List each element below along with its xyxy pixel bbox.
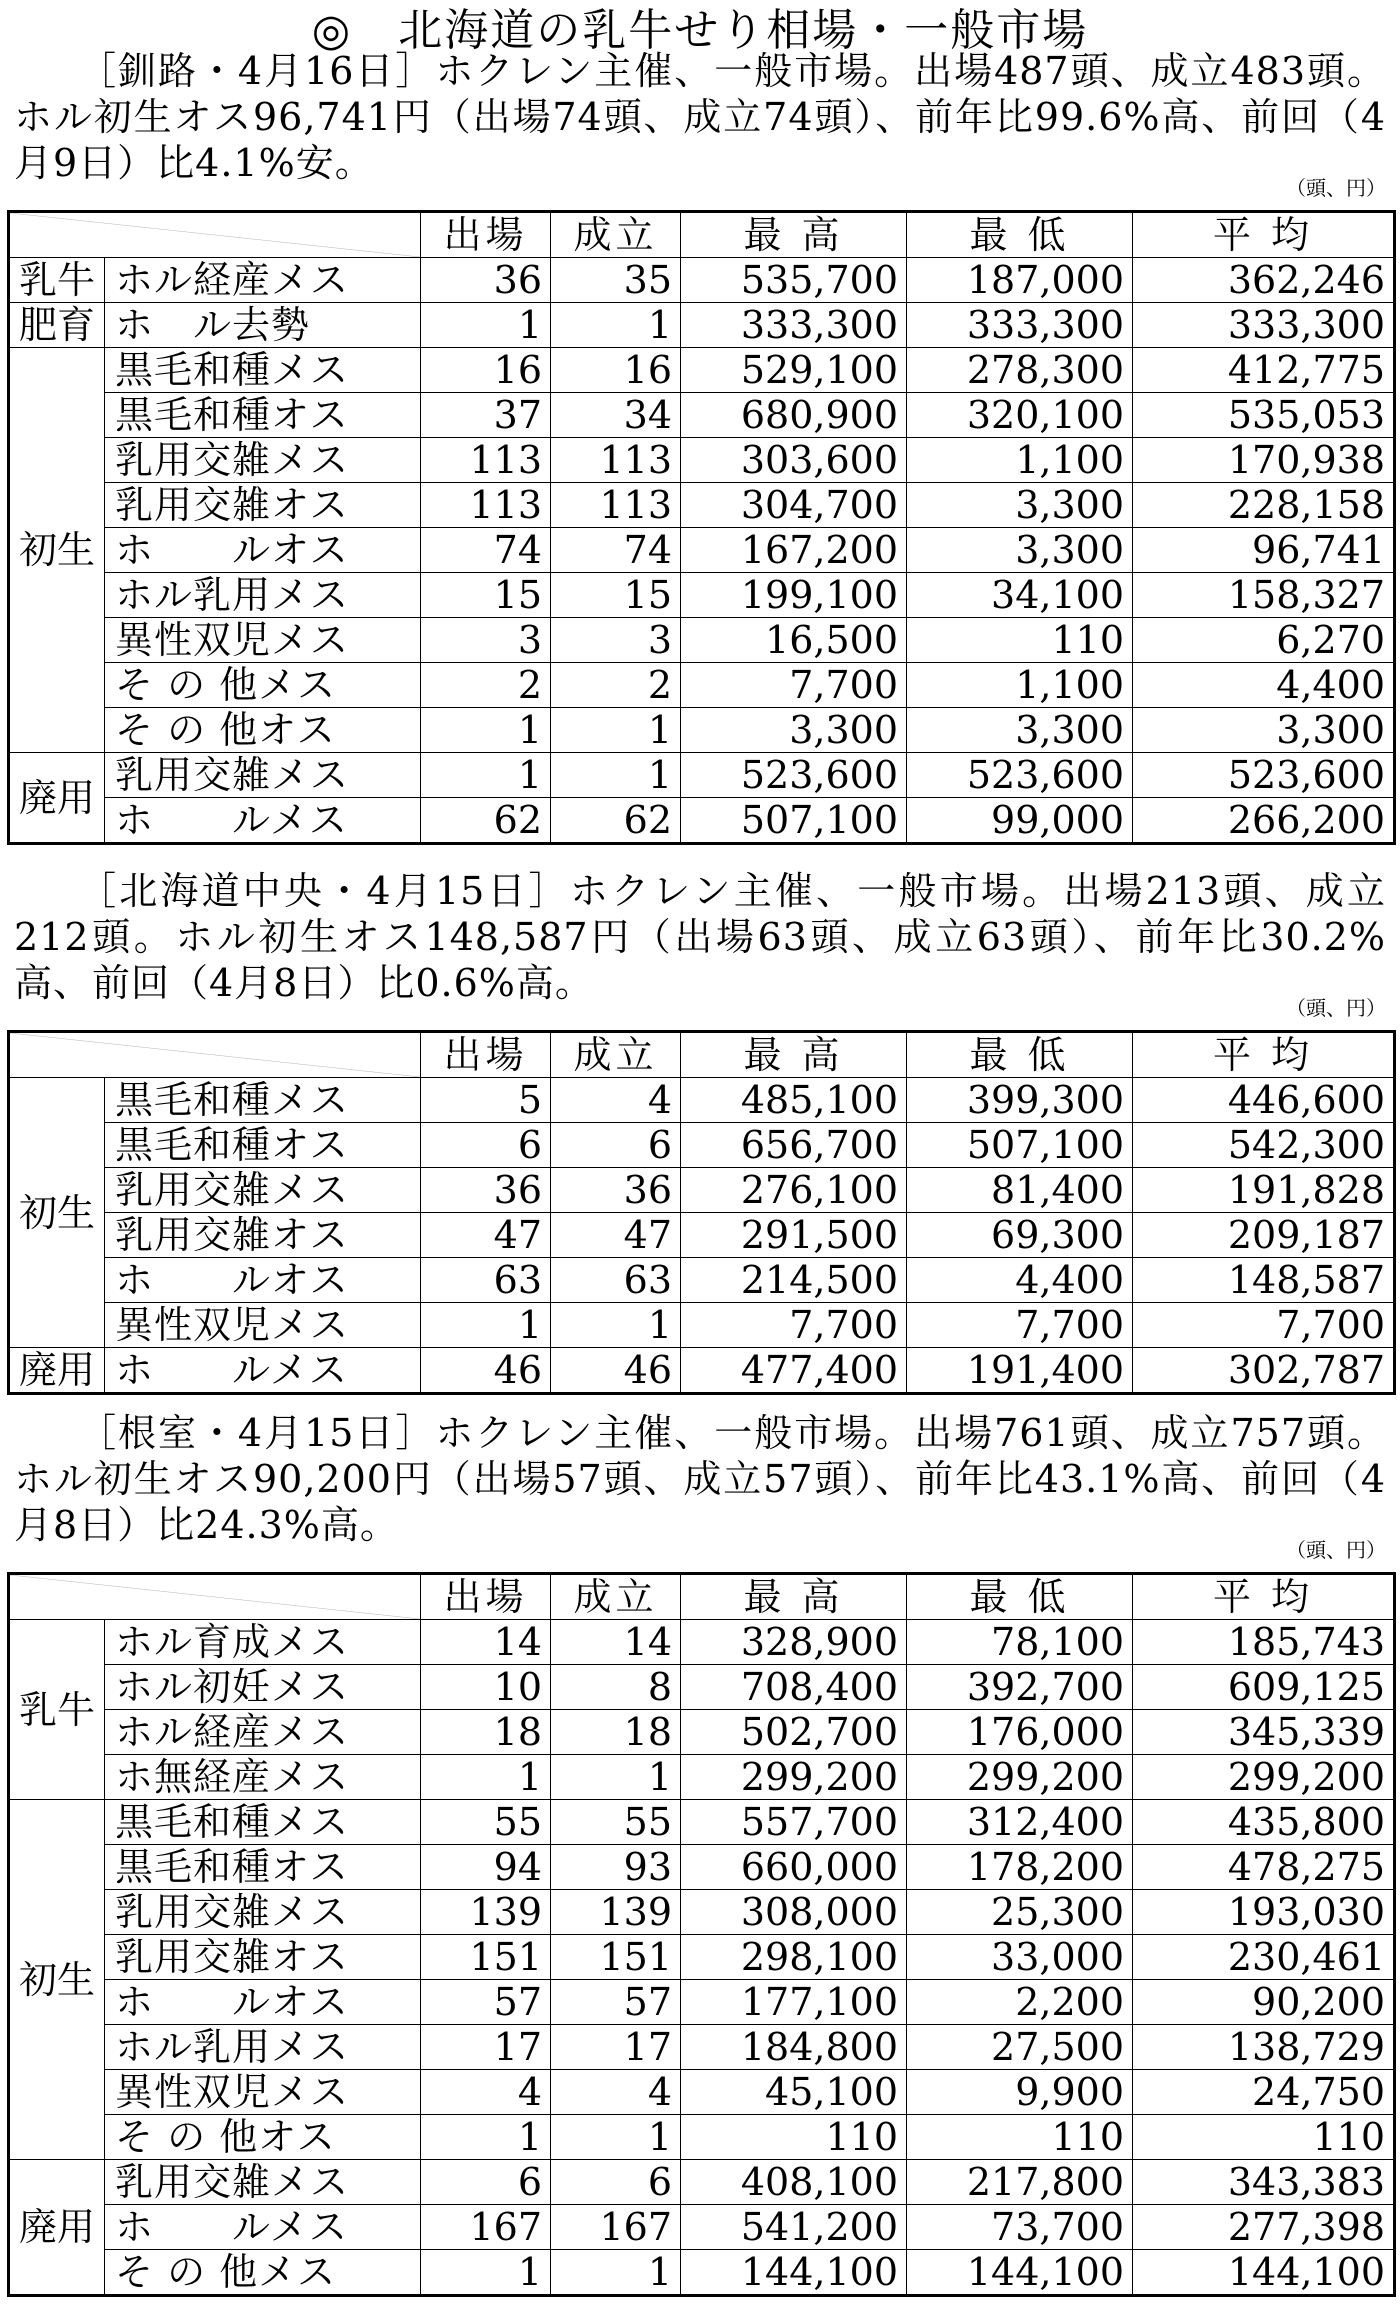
cattle-type-label: ホ ル去勢 [105,303,421,348]
column-header-avg: 平 均 [1133,1032,1395,1078]
cell-out: 36 [421,258,551,303]
cell-done: 1 [551,1755,681,1800]
category-group-label: 廃用 [9,1348,105,1394]
column-header-avg: 平 均 [1133,1574,1395,1620]
cell-min: 99,000 [907,798,1133,844]
cell-avg: 277,398 [1133,2205,1395,2250]
cattle-type-label: 乳用交雑メス [105,753,421,798]
cell-max: 303,600 [681,438,907,483]
cell-min: 69,300 [907,1213,1133,1258]
cell-max: 177,100 [681,1980,907,2025]
cell-out: 16 [421,348,551,393]
cattle-type-label: 黒毛和種オス [105,1845,421,1890]
cell-max: 408,100 [681,2160,907,2205]
price-table [7,1572,1396,2297]
header-corner-diagonal [9,1032,421,1078]
cell-out: 5 [421,1078,551,1123]
cell-done: 2 [551,663,681,708]
cell-max: 477,400 [681,1348,907,1394]
column-header-done: 成立 [551,212,681,258]
cell-out: 94 [421,1845,551,1890]
cell-max: 328,900 [681,1620,907,1665]
cattle-type-label: ホ ルオス [105,1258,421,1303]
cell-done: 3 [551,618,681,663]
column-header-max: 最 高 [681,1032,907,1078]
table-row [9,573,1395,618]
cell-min: 34,100 [907,573,1133,618]
cell-max: 557,700 [681,1800,907,1845]
cell-done: 139 [551,1890,681,1935]
cell-out: 47 [421,1213,551,1258]
cell-done: 6 [551,1123,681,1168]
cattle-type-label: ホル乳用メス [105,2025,421,2070]
category-group-label: 廃用 [9,2160,105,2296]
cell-done: 1 [551,2250,681,2296]
table-row [9,1980,1395,2025]
cell-max: 144,100 [681,2250,907,2296]
cell-done: 93 [551,1845,681,1890]
cell-min: 110 [907,2115,1133,2160]
cell-done: 34 [551,393,681,438]
cattle-type-label: 乳用交雑オス [105,1213,421,1258]
cell-avg: 6,270 [1133,618,1395,663]
cattle-type-label: 乳用交雑オス [105,483,421,528]
table-row [9,2160,1395,2205]
cell-out: 4 [421,2070,551,2115]
table-row [9,1258,1395,1303]
cell-max: 298,100 [681,1935,907,1980]
cell-avg: 110 [1133,2115,1395,2160]
unit-note: （頭、円） [1286,176,1386,200]
market-report-intro: ［北海道中央・4月15日］ホクレン主催、一般市場。出場213頭、成立212頭。ホル初生オス148,587円（出場63頭、成立63頭）、前年比30.2%高、前回（4月8日）比0.6%高。 [14,869,1386,1005]
cell-min: 110 [907,618,1133,663]
cell-avg: 343,383 [1133,2160,1395,2205]
page-title: ◎ 北海道の乳牛せり相場・一般市場 [311,5,1089,56]
cell-out: 139 [421,1890,551,1935]
cell-done: 55 [551,1800,681,1845]
cattle-type-label: ホ無経産メス [105,1755,421,1800]
header-corner-diagonal [9,212,421,258]
cattle-type-label: ホ ルメス [105,1348,421,1394]
cell-min: 73,700 [907,2205,1133,2250]
cattle-type-label: 乳用交雑オス [105,1935,421,1980]
cell-max: 45,100 [681,2070,907,2115]
cell-avg: 4,400 [1133,663,1395,708]
cattle-type-label: 異性双児メス [105,2070,421,2115]
cell-min: 178,200 [907,1845,1133,1890]
table-row [9,1620,1395,1665]
column-header-out: 出場 [421,212,551,258]
cattle-type-label: ホル初妊メス [105,1665,421,1710]
table-row [9,528,1395,573]
cell-avg: 228,158 [1133,483,1395,528]
cell-min: 399,300 [907,1078,1133,1123]
cell-out: 46 [421,1348,551,1394]
cell-out: 37 [421,393,551,438]
cell-out: 6 [421,2160,551,2205]
cell-min: 312,400 [907,1800,1133,1845]
table-row [9,618,1395,663]
cell-min: 4,400 [907,1258,1133,1303]
cell-min: 217,800 [907,2160,1133,2205]
cell-done: 47 [551,1213,681,1258]
table-header-row [9,1032,1395,1078]
cell-out: 1 [421,1755,551,1800]
cell-avg: 446,600 [1133,1078,1395,1123]
category-group-label: 廃用 [9,753,105,844]
cell-avg: 193,030 [1133,1890,1395,1935]
cell-avg: 299,200 [1133,1755,1395,1800]
table-row [9,798,1395,844]
cell-done: 113 [551,483,681,528]
cattle-type-label: そ の 他オス [105,2115,421,2160]
cell-done: 113 [551,438,681,483]
cell-avg: 3,300 [1133,708,1395,753]
cell-max: 333,300 [681,303,907,348]
cell-out: 63 [421,1258,551,1303]
cell-min: 33,000 [907,1935,1133,1980]
cell-min: 187,000 [907,258,1133,303]
cell-max: 656,700 [681,1123,907,1168]
cell-out: 3 [421,618,551,663]
cell-avg: 7,700 [1133,1303,1395,1348]
cell-min: 1,100 [907,438,1133,483]
table-row [9,663,1395,708]
cell-avg: 24,750 [1133,2070,1395,2115]
table-row [9,1845,1395,1890]
cell-min: 3,300 [907,528,1133,573]
cell-done: 17 [551,2025,681,2070]
cell-out: 151 [421,1935,551,1980]
cell-avg: 148,587 [1133,1258,1395,1303]
table-row [9,393,1395,438]
cell-min: 3,300 [907,708,1133,753]
cell-avg: 191,828 [1133,1168,1395,1213]
column-header-out: 出場 [421,1574,551,1620]
cell-min: 333,300 [907,303,1133,348]
category-group-label: 初生 [9,1800,105,2160]
cell-avg: 412,775 [1133,348,1395,393]
cell-done: 62 [551,798,681,844]
cell-avg: 90,200 [1133,1980,1395,2025]
cell-min: 3,300 [907,483,1133,528]
cell-min: 78,100 [907,1620,1133,1665]
cell-out: 55 [421,1800,551,1845]
cell-done: 8 [551,1665,681,1710]
cattle-type-label: 乳用交雑メス [105,438,421,483]
unit-note: （頭、円） [1286,996,1386,1020]
cell-min: 7,700 [907,1303,1133,1348]
cell-avg: 478,275 [1133,1845,1395,1890]
cell-out: 1 [421,1303,551,1348]
cell-max: 680,900 [681,393,907,438]
cell-max: 16,500 [681,618,907,663]
cell-min: 523,600 [907,753,1133,798]
cell-max: 708,400 [681,1665,907,1710]
cattle-type-label: 乳用交雑メス [105,2160,421,2205]
cell-done: 63 [551,1258,681,1303]
cell-max: 523,600 [681,753,907,798]
cell-done: 1 [551,753,681,798]
cattle-type-label: 黒毛和種メス [105,348,421,393]
cell-avg: 609,125 [1133,1665,1395,1710]
cell-max: 291,500 [681,1213,907,1258]
cell-done: 14 [551,1620,681,1665]
market-report-intro: ［釧路・4月16日］ホクレン主催、一般市場。出場487頭、成立483頭。ホル初生オス96,741円（出場74頭、成立74頭）、前年比99.6%高、前回（4月9日）比4.1%安。 [14,49,1386,185]
cell-avg: 435,800 [1133,1800,1395,1845]
cell-min: 320,100 [907,393,1133,438]
cell-out: 10 [421,1665,551,1710]
cell-avg: 542,300 [1133,1123,1395,1168]
cattle-type-label: 異性双児メス [105,1303,421,1348]
cell-max: 535,700 [681,258,907,303]
cell-done: 6 [551,2160,681,2205]
cattle-type-label: 黒毛和種オス [105,393,421,438]
cell-avg: 362,246 [1133,258,1395,303]
cell-out: 113 [421,483,551,528]
cattle-type-label: 黒毛和種メス [105,1078,421,1123]
cell-min: 176,000 [907,1710,1133,1755]
cell-avg: 170,938 [1133,438,1395,483]
table-row [9,708,1395,753]
table-header-row [9,1574,1395,1620]
market-report-intro: ［根室・4月15日］ホクレン主催、一般市場。出場761頭、成立757頭。ホル初生オス90,200円（出場57頭、成立57頭）、前年比43.1%高、前回（4月8日）比24.3%高。 [14,1411,1386,1547]
table-row [9,1710,1395,1755]
table-row [9,2250,1395,2296]
column-header-min: 最 低 [907,1574,1133,1620]
cell-avg: 535,053 [1133,393,1395,438]
cell-min: 2,200 [907,1980,1133,2025]
cattle-type-label: 乳用交雑メス [105,1890,421,1935]
cell-out: 17 [421,2025,551,2070]
table-row [9,2025,1395,2070]
cattle-type-label: ホ ルメス [105,798,421,844]
table-row [9,303,1395,348]
cell-done: 151 [551,1935,681,1980]
table-header-row [9,212,1395,258]
cell-avg: 185,743 [1133,1620,1395,1665]
table-row [9,1665,1395,1710]
cell-out: 1 [421,303,551,348]
cell-max: 3,300 [681,708,907,753]
unit-note: （頭、円） [1286,1538,1386,1562]
price-table [7,210,1396,845]
cell-max: 485,100 [681,1078,907,1123]
cell-done: 57 [551,1980,681,2025]
category-group-label: 乳牛 [9,258,105,303]
cell-avg: 302,787 [1133,1348,1395,1394]
cell-max: 7,700 [681,1303,907,1348]
cell-done: 1 [551,303,681,348]
cell-min: 27,500 [907,2025,1133,2070]
cell-out: 1 [421,753,551,798]
category-group-label: 肥育 [9,303,105,348]
cell-max: 214,500 [681,1258,907,1303]
cell-max: 7,700 [681,663,907,708]
column-header-min: 最 低 [907,212,1133,258]
cell-out: 15 [421,573,551,618]
cell-done: 15 [551,573,681,618]
column-header-done: 成立 [551,1032,681,1078]
cell-avg: 209,187 [1133,1213,1395,1258]
column-header-done: 成立 [551,1574,681,1620]
cell-max: 660,000 [681,1845,907,1890]
cell-max: 184,800 [681,2025,907,2070]
cell-min: 81,400 [907,1168,1133,1213]
cell-max: 276,100 [681,1168,907,1213]
cell-min: 25,300 [907,1890,1133,1935]
cell-done: 16 [551,348,681,393]
cell-out: 1 [421,708,551,753]
cell-done: 18 [551,1710,681,1755]
cell-max: 199,100 [681,573,907,618]
cell-avg: 523,600 [1133,753,1395,798]
cattle-type-label: ホ ルオス [105,1980,421,2025]
cattle-type-label: ホル経産メス [105,258,421,303]
cell-min: 191,400 [907,1348,1133,1394]
category-group-label: 乳牛 [9,1620,105,1800]
table-row [9,258,1395,303]
column-header-avg: 平 均 [1133,212,1395,258]
cell-done: 167 [551,2205,681,2250]
cattle-type-label: そ の 他メス [105,2250,421,2296]
cell-min: 1,100 [907,663,1133,708]
table-row [9,1303,1395,1348]
category-group-label: 初生 [9,1078,105,1348]
cell-max: 304,700 [681,483,907,528]
table-row [9,1348,1395,1394]
cell-max: 167,200 [681,528,907,573]
cell-out: 2 [421,663,551,708]
cell-out: 6 [421,1123,551,1168]
cell-avg: 230,461 [1133,1935,1395,1980]
cell-out: 1 [421,2250,551,2296]
cell-done: 46 [551,1348,681,1394]
cell-min: 9,900 [907,2070,1133,2115]
cell-out: 62 [421,798,551,844]
cell-avg: 158,327 [1133,573,1395,618]
cell-out: 167 [421,2205,551,2250]
cell-out: 1 [421,2115,551,2160]
column-header-out: 出場 [421,1032,551,1078]
cell-done: 36 [551,1168,681,1213]
cell-done: 1 [551,1303,681,1348]
cell-done: 1 [551,2115,681,2160]
cell-min: 299,200 [907,1755,1133,1800]
cell-max: 507,100 [681,798,907,844]
table-row [9,1078,1395,1123]
cell-done: 4 [551,1078,681,1123]
cattle-type-label: ホ ルメス [105,2205,421,2250]
cattle-type-label: 黒毛和種オス [105,1123,421,1168]
table-row [9,438,1395,483]
cell-max: 299,200 [681,1755,907,1800]
category-group-label: 初生 [9,348,105,753]
cell-out: 74 [421,528,551,573]
cell-avg: 266,200 [1133,798,1395,844]
cell-done: 4 [551,2070,681,2115]
cattle-type-label: 異性双児メス [105,618,421,663]
cell-max: 110 [681,2115,907,2160]
cell-out: 18 [421,1710,551,1755]
cattle-type-label: ホル経産メス [105,1710,421,1755]
cell-avg: 138,729 [1133,2025,1395,2070]
cell-out: 36 [421,1168,551,1213]
cattle-type-label: そ の 他メス [105,663,421,708]
table-row [9,2205,1395,2250]
column-header-min: 最 低 [907,1032,1133,1078]
cell-min: 507,100 [907,1123,1133,1168]
column-header-max: 最 高 [681,212,907,258]
cell-out: 57 [421,1980,551,2025]
table-row [9,1890,1395,1935]
cell-avg: 345,339 [1133,1710,1395,1755]
cell-done: 74 [551,528,681,573]
cell-done: 35 [551,258,681,303]
header-corner-diagonal [9,1574,421,1620]
table-row [9,1123,1395,1168]
cell-done: 1 [551,708,681,753]
table-row [9,348,1395,393]
cattle-type-label: そ の 他オス [105,708,421,753]
cell-out: 113 [421,438,551,483]
price-table [7,1030,1396,1395]
cell-max: 502,700 [681,1710,907,1755]
column-header-max: 最 高 [681,1574,907,1620]
cell-max: 529,100 [681,348,907,393]
table-row [9,1213,1395,1258]
cell-min: 278,300 [907,348,1133,393]
cattle-type-label: 乳用交雑メス [105,1168,421,1213]
cell-avg: 333,300 [1133,303,1395,348]
table-row [9,483,1395,528]
table-row [9,2070,1395,2115]
table-row [9,753,1395,798]
cell-min: 392,700 [907,1665,1133,1710]
cell-avg: 96,741 [1133,528,1395,573]
table-row [9,2115,1395,2160]
cell-max: 308,000 [681,1890,907,1935]
table-row [9,1755,1395,1800]
table-row [9,1935,1395,1980]
cell-min: 144,100 [907,2250,1133,2296]
cell-max: 541,200 [681,2205,907,2250]
table-row [9,1800,1395,1845]
cattle-type-label: ホル育成メス [105,1620,421,1665]
cell-out: 14 [421,1620,551,1665]
cell-avg: 144,100 [1133,2250,1395,2296]
cattle-type-label: ホ ルオス [105,528,421,573]
cattle-type-label: 黒毛和種メス [105,1800,421,1845]
cattle-type-label: ホル乳用メス [105,573,421,618]
table-row [9,1168,1395,1213]
